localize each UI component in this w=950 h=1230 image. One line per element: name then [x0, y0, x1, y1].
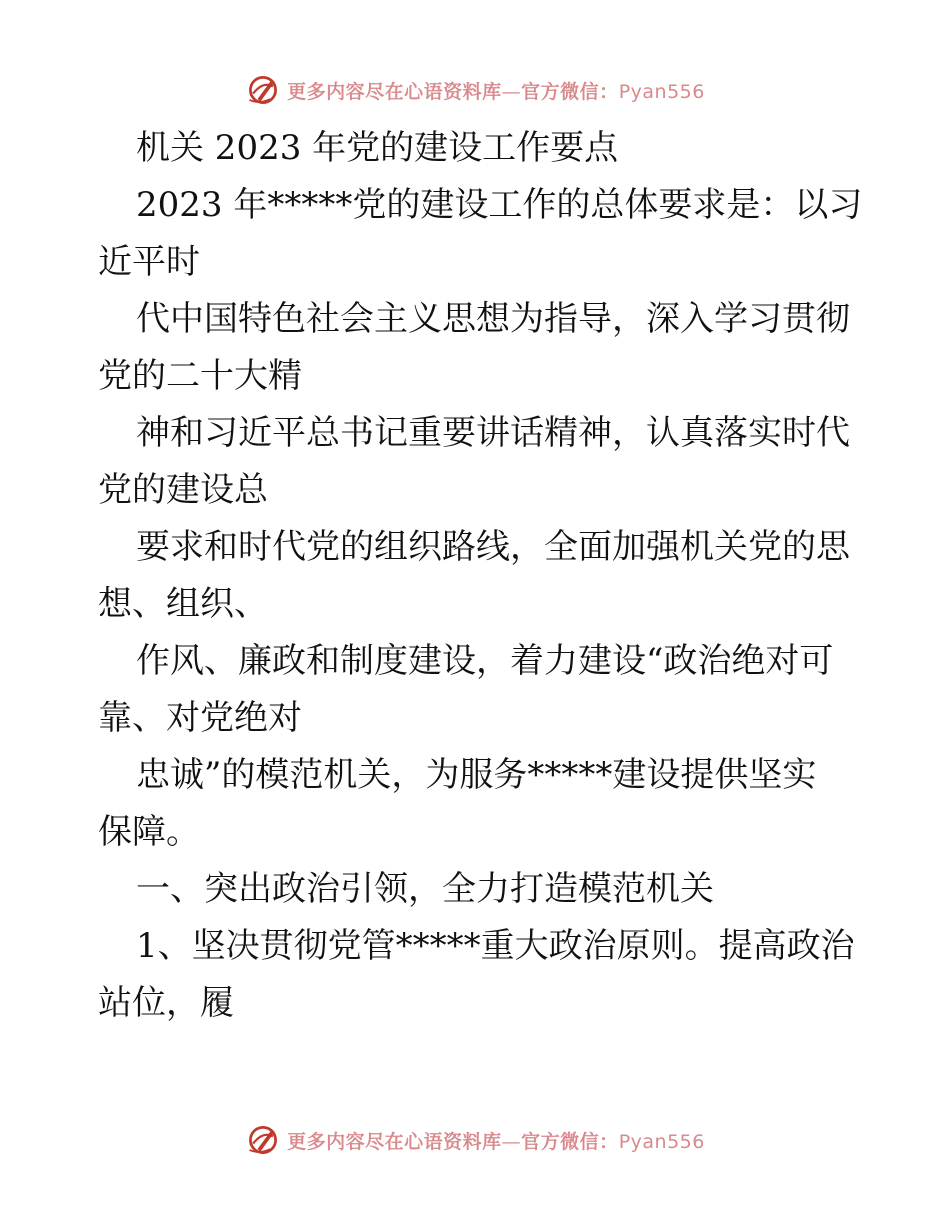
text-line: 代中国特色社会主义思想为指导，深入学习贯彻	[136, 299, 850, 339]
text-line: 作风、廉政和制度建设，着力建设“政治绝对可	[136, 641, 834, 681]
text-line: 保障。	[98, 812, 200, 852]
watermark-contact-label: 官方微信：	[521, 1130, 619, 1153]
watermark-contact-id: Pyan556	[618, 1130, 705, 1153]
watermark-text	[287, 77, 705, 104]
document-body	[98, 120, 863, 1032]
watermark-dash: —	[501, 1130, 522, 1153]
header-watermark	[0, 70, 950, 110]
watermark-contact-label: 官方微信：	[521, 80, 619, 103]
pen-logo-icon	[245, 72, 281, 108]
footer-watermark	[0, 1120, 950, 1160]
text-line: 忠诚”的模范机关，为服务*****建设提供坚实	[136, 755, 817, 795]
text-line: 要求和时代党的组织路线，全面加强机关党的思	[136, 527, 850, 567]
watermark-main-text: 更多内容尽在心语资料库	[287, 80, 502, 103]
section-heading: 一、突出政治引领，全力打造模范机关	[136, 869, 714, 909]
watermark-dash: —	[501, 80, 522, 103]
text-line: 1、坚决贯彻党管*****重大政治原则。提高政治	[136, 926, 855, 966]
watermark-text	[287, 1127, 705, 1154]
text-line: 近平时	[98, 242, 200, 282]
text-line: 想、组织、	[98, 584, 268, 624]
text-line: 神和习近平总书记重要讲话精神，认真落实时代	[136, 413, 850, 453]
text-line: 党的建设总	[98, 470, 268, 510]
pen-logo-icon	[245, 1122, 281, 1158]
text-line: 靠、对党绝对	[98, 698, 302, 738]
text-line: 2023 年*****党的建设工作的总体要求是：以习	[136, 185, 863, 225]
document-title: 机关 2023 年党的建设工作要点	[136, 128, 619, 168]
text-line: 站位，履	[98, 983, 234, 1023]
text-line: 党的二十大精	[98, 356, 302, 396]
watermark-main-text: 更多内容尽在心语资料库	[287, 1130, 502, 1153]
watermark-contact-id: Pyan556	[618, 80, 705, 103]
